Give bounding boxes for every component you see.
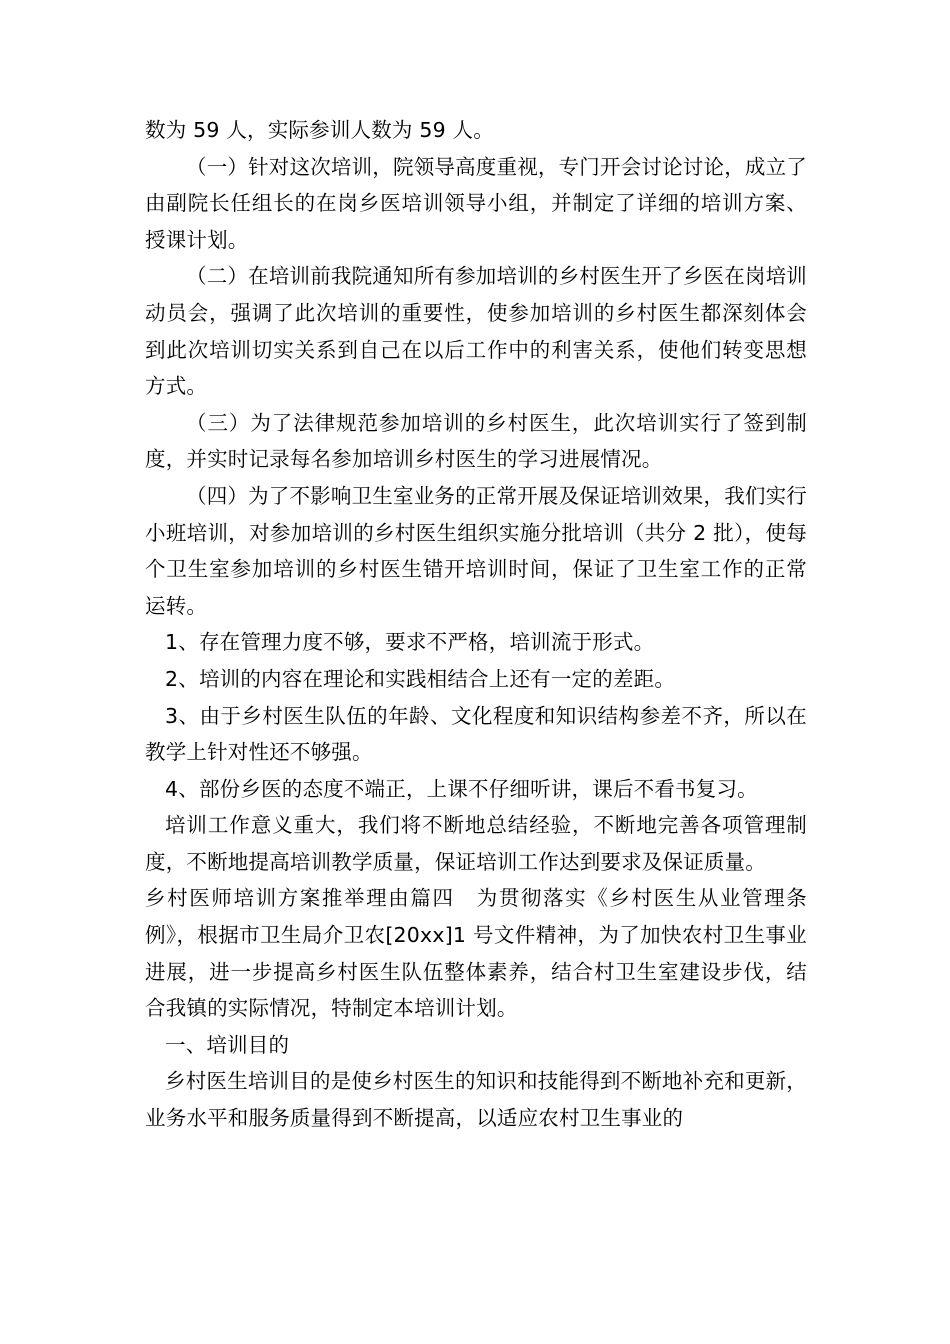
document-body (145, 112, 807, 1137)
paragraph-item-four: （四）为了不影响卫生室业务的正常开展及保证培训效果，我们实行小班培训，对参加培训的乡村医生组织实施分批培训（共分 2 批），使每个卫生室参加培训的乡村医生错开培训时间，保证了卫生室工作的正常运转。 (145, 483, 807, 618)
paragraph-section-four-intro: 乡村医师培训方案推举理由篇四 为贯彻落实《乡村医生从业管理条例》，根据市卫生局介卫农[20xx]1 号文件精神，为了加快农村卫生事业进展，进一步提高乡村医生队伍整体素养，结合村卫生室建设步伐，结合我镇的实际情况，特制定本培训计划。 (145, 886, 807, 1021)
paragraph-item-two: （二）在培训前我院通知所有参加培训的乡村医生开了乡医在岗培训动员会，强调了此次培训的重要性，使参加培训的乡村医生都深刻体会到此次培训切实关系到自己在以后工作中的利害关系，使他们转变思想方式。 (145, 264, 807, 399)
paragraph-item-one: （一）针对这次培训，院领导高度重视，专门开会讨论讨论，成立了由副院长任组长的在岗乡医培训领导小组，并制定了详细的培训方案、授课计划。 (145, 154, 807, 252)
paragraph-problem-1: 1、存在管理力度不够，要求不严格，培训流于形式。 (165, 630, 655, 655)
paragraph-problem-4: 4、部份乡医的态度不端正，上课不仔细听讲，课后不看书复习。 (165, 776, 758, 801)
paragraph-problem-3: 3、由于乡村医生队伍的年龄、文化程度和知识结构参差不齐，所以在教学上针对性还不够强。 (145, 703, 807, 765)
paragraph-training-purpose: 乡村医生培训目的是使乡村医生的知识和技能得到不断地补充和更新，业务水平和服务质量得到不断提高，以适应农村卫生事业的 (145, 1069, 807, 1131)
paragraph-problem-2: 2、培训的内容在理论和实践相结合上还有一定的差距。 (165, 666, 676, 691)
section-heading-training-purpose: 一、培训目的 (165, 1032, 290, 1057)
paragraph-conclusion: 培训工作意义重大，我们将不断地总结经验，不断地完善各项管理制度，不断地提高培训教学质量，保证培训工作达到要求及保证质量。 (145, 813, 807, 874)
paragraph-participants: 数为 59 人，实际参训人数为 59 人。 (145, 118, 494, 142)
paragraph-item-three: （三）为了法律规范参加培训的乡村医生，此次培训实行了签到制度，并实时记录每名参加培训乡村医生的学习进展情况。 (145, 410, 807, 472)
